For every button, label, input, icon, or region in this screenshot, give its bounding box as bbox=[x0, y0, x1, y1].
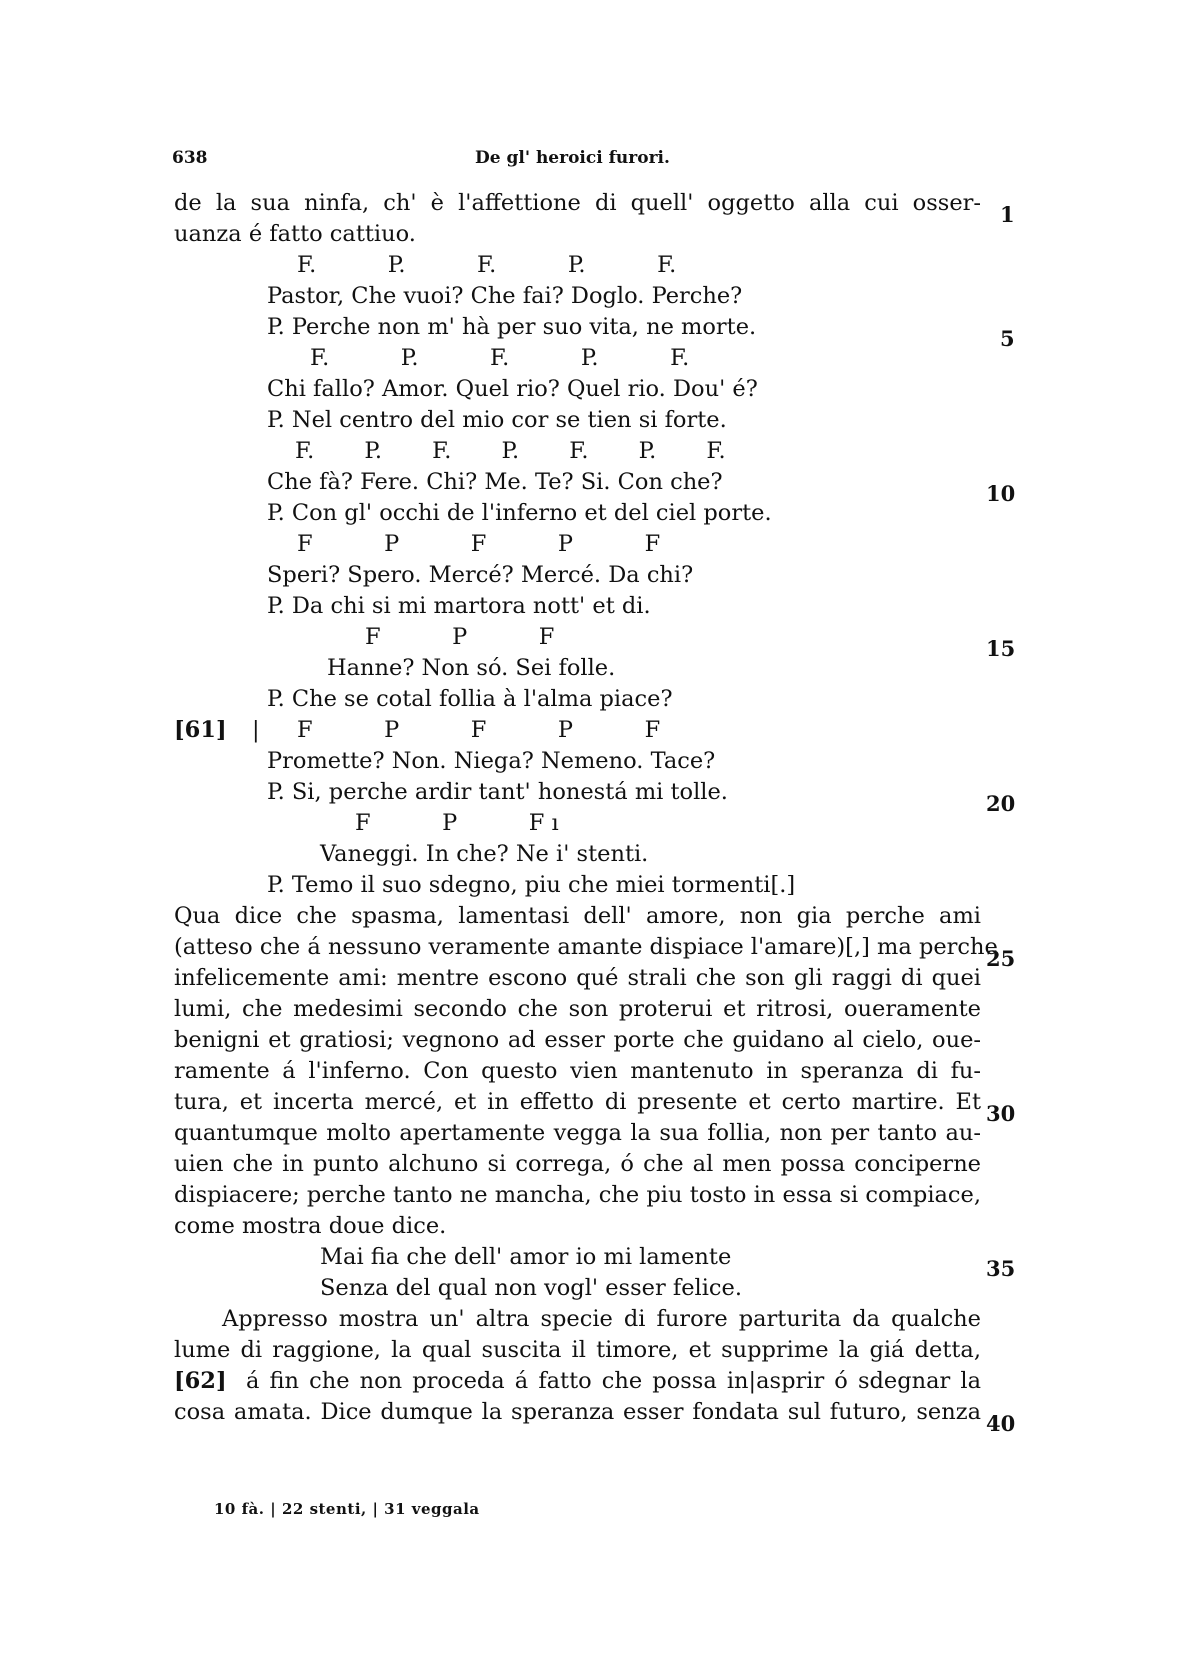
running-title: De gl' heroici furori. bbox=[475, 148, 670, 168]
text-line: infelicemente ami: mentre escono qué strali che son gli raggi di quei bbox=[174, 965, 981, 991]
verse-line: P. Nel centro del mio cor se tien si forte. bbox=[267, 407, 727, 433]
speaker-line: F. P. F. P. F. bbox=[297, 252, 677, 278]
footnote-ref: 31 bbox=[384, 1500, 407, 1518]
text-line: Appresso mostra un' altra specie di furore parturita da qualche bbox=[222, 1306, 981, 1332]
speaker-line: F. P. F. P. F. P. F. bbox=[295, 438, 726, 464]
verse-line: Pastor, Che vuoi? Che fai? Doglo. Perche? bbox=[267, 283, 743, 309]
line-number: 10 bbox=[986, 481, 1016, 506]
text-line: á fin che non proceda á fatto che possa in|asprir ó sdegnar la bbox=[246, 1368, 981, 1394]
text-line: uien che in punto alchuno si correga, ó che al men possa conciperne bbox=[174, 1151, 981, 1177]
text-line: benigni et gratiosi; vegnono ad esser porte che guidano al cielo, oue- bbox=[174, 1027, 981, 1053]
text-line: lume di raggione, la qual suscita il timore, et supprime la giá detta, bbox=[174, 1337, 981, 1363]
text-line-1: de la sua ninfa, ch' è l'affettione di quell' oggetto alla cui osser- bbox=[174, 190, 981, 216]
verse-line: P. Temo il suo sdegno, piu che miei tormenti[.] bbox=[267, 872, 796, 898]
speaker-line: F. P. F. P. F. bbox=[310, 345, 690, 371]
line-number: 25 bbox=[986, 946, 1016, 971]
text-line: Qua dice che spasma, lamentasi dell' amore, non gia perche ami bbox=[174, 903, 981, 929]
footnote-separator: | bbox=[270, 1500, 277, 1518]
speaker-line: F P F ı bbox=[355, 810, 559, 836]
verse-line: Vaneggi. In che? Ne i' stenti. bbox=[320, 841, 649, 867]
verse-line: P. Si, perche ardir tant' honestá mi tolle. bbox=[267, 779, 728, 805]
page-bracket-61: [61] bbox=[174, 717, 227, 743]
text-line: lumi, che medesimi secondo che son proterui et ritrosi, oueramente bbox=[174, 996, 981, 1022]
line-number: 30 bbox=[986, 1101, 1016, 1126]
verse-line: Senza del qual non vogl' esser felice. bbox=[320, 1275, 742, 1301]
footnote-ref: 10 bbox=[214, 1500, 236, 1518]
text-line: come mostra doue dice. bbox=[174, 1213, 447, 1239]
text-line: tura, et incerta mercé, et in effetto di presente et certo martire. Et bbox=[174, 1089, 981, 1115]
text-line-2: uanza é fatto cattiuo. bbox=[174, 221, 416, 247]
page-bracket-62: [62] bbox=[174, 1368, 227, 1394]
speaker-line: F P F P F bbox=[297, 531, 661, 557]
footnote-text: veggala bbox=[411, 1500, 480, 1518]
verse-line: P. Da chi si mi martora nott' et di. bbox=[267, 593, 651, 619]
line-number: 5 bbox=[1000, 326, 1015, 351]
verse-line: Hanne? Non só. Sei folle. bbox=[327, 655, 616, 681]
line-number: 1 bbox=[1000, 202, 1015, 227]
verse-line: Chi fallo? Amor. Quel rio? Quel rio. Dou' é? bbox=[267, 376, 758, 402]
line-number: 40 bbox=[986, 1411, 1016, 1436]
page-break-bar: | bbox=[252, 717, 260, 743]
line-number: 35 bbox=[986, 1256, 1016, 1281]
text-line: ramente á l'inferno. Con questo vien mantenuto in speranza di fu- bbox=[174, 1058, 981, 1084]
text-line: dispiacere; perche tanto ne mancha, che piu tosto in essa si compiace, bbox=[174, 1182, 981, 1208]
footnote-ref: 22 bbox=[281, 1500, 304, 1518]
speaker-line: F P F P F bbox=[297, 717, 661, 743]
page-number: 638 bbox=[172, 148, 208, 168]
footnote-text: stenti, bbox=[309, 1500, 367, 1518]
footnote-apparatus bbox=[214, 1500, 480, 1518]
line-number: 15 bbox=[986, 636, 1016, 661]
text-line: cosa amata. Dice dumque la speranza esser fondata sul futuro, senza bbox=[174, 1399, 981, 1425]
text-line: (atteso che á nessuno veramente amante dispiace l'amare)[,] ma perche bbox=[174, 934, 998, 960]
verse-line: P. Che se cotal follia à l'alma piace? bbox=[267, 686, 673, 712]
speaker-line: F P F bbox=[365, 624, 555, 650]
line-number: 20 bbox=[986, 791, 1016, 816]
verse-line: Speri? Spero. Mercé? Mercé. Da chi? bbox=[267, 562, 694, 588]
verse-line: P. Perche non m' hà per suo vita, ne morte. bbox=[267, 314, 757, 340]
footnote-text: fà. bbox=[241, 1500, 265, 1518]
verse-line: P. Con gl' occhi de l'inferno et del ciel porte. bbox=[267, 500, 772, 526]
footnote-separator: | bbox=[372, 1500, 379, 1518]
verse-line: Che fà? Fere. Chi? Me. Te? Si. Con che? bbox=[267, 469, 723, 495]
verse-line: Mai fia che dell' amor io mi lamente bbox=[320, 1244, 732, 1270]
text-line: quantumque molto apertamente vegga la sua follia, non per tanto au- bbox=[174, 1120, 981, 1146]
verse-line: Promette? Non. Niega? Nemeno. Tace? bbox=[267, 748, 716, 774]
